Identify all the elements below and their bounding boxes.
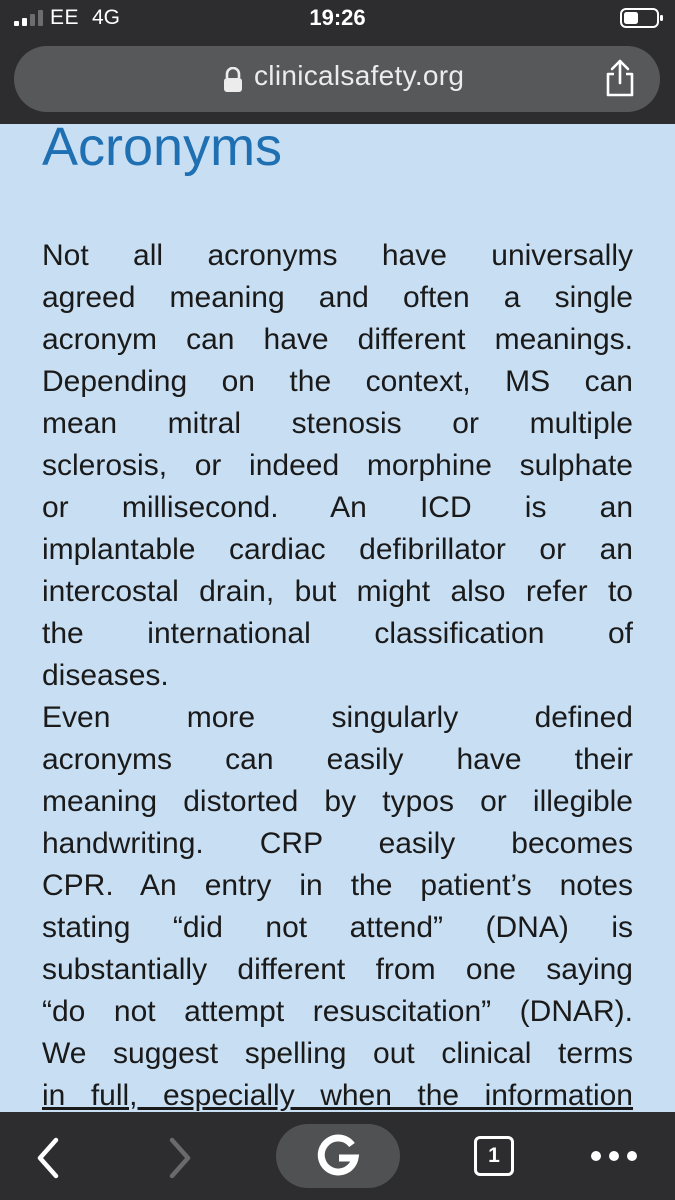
chevron-right-icon[interactable] — [158, 1112, 202, 1200]
page-heading: Acronyms — [42, 124, 283, 177]
text-line: implantable cardiac defibrillator or an — [42, 533, 633, 566]
text-line: or millisecond. An ICD is an — [42, 491, 633, 524]
text-line: the international classification of — [42, 617, 633, 650]
lock-icon — [222, 67, 244, 93]
text-line: “do not attempt resuscitation” (DNAR). — [42, 995, 633, 1028]
text-line: mean mitral stenosis or multiple — [42, 407, 633, 440]
text-line: acronyms can easily have their — [42, 743, 633, 776]
text-line: Even more singularly defined — [42, 701, 633, 734]
text-line: We suggest spelling out clinical terms — [42, 1037, 633, 1070]
text-line: Depending on the context, MS can — [42, 365, 633, 398]
carrier-name: EE — [50, 6, 80, 29]
text-line: in full, especially when the information — [42, 1079, 633, 1112]
url-text: clinicalsafety.org — [254, 60, 465, 91]
network-type: 4G — [92, 6, 121, 29]
text-line: substantially different from one saying — [42, 953, 633, 986]
tab-count-button[interactable]: 1 — [474, 1136, 514, 1176]
text-line: CPR. An entry in the patient’s notes — [42, 869, 633, 902]
text-line: Not all acronyms have universally — [42, 239, 633, 272]
status-time: 19:26 — [309, 5, 366, 30]
text-line: handwriting. CRP easily becomes — [42, 827, 633, 860]
google-g-icon — [316, 1132, 360, 1180]
text-line: stating “did not attend” (DNA) is — [42, 911, 633, 944]
status-bar — [0, 0, 675, 40]
browser-toolbar — [0, 1112, 675, 1200]
battery-icon — [620, 8, 664, 28]
google-search-button[interactable] — [276, 1124, 400, 1188]
text-line: diseases. — [42, 659, 169, 692]
article-text — [42, 235, 633, 1112]
text-line: sclerosis, or indeed morphine sulphate — [42, 449, 633, 482]
chevron-left-icon[interactable] — [26, 1112, 70, 1200]
text-line: acronym can have different meanings. — [42, 323, 633, 356]
address-bar[interactable] — [14, 46, 660, 112]
text-line: agreed meaning and often a single — [42, 281, 633, 314]
share-icon[interactable] — [602, 58, 638, 98]
text-line: intercostal drain, but might also refer to — [42, 575, 633, 608]
text-line: meaning distorted by typos or illegible — [42, 785, 633, 818]
web-content — [0, 124, 675, 1112]
ellipsis-icon[interactable] — [588, 1148, 640, 1164]
